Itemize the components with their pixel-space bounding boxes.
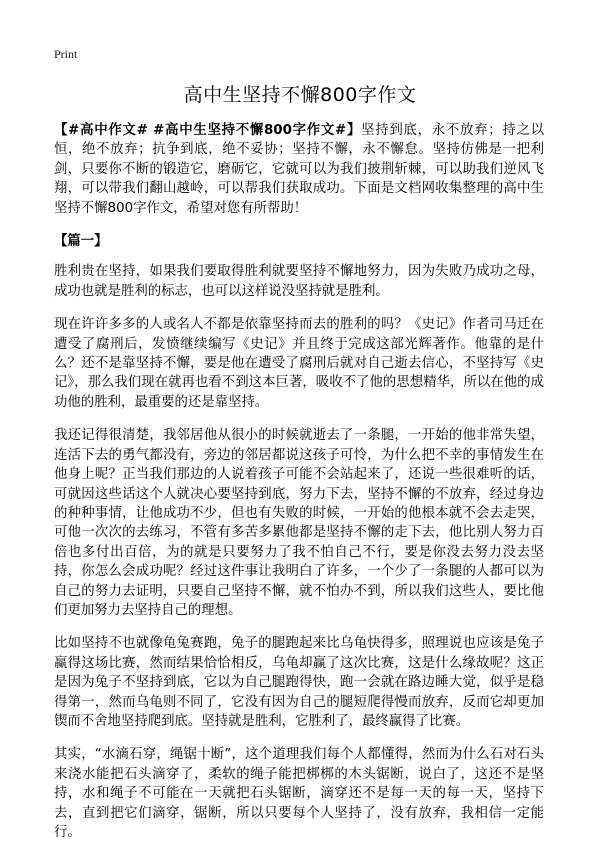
paragraph: 比如坚持不也就像龟兔赛跑，兔子的腿跑起来比乌龟快得多，照理说也应该是兔子赢得这场比赛，然而结果恰恰相反，乌龟却赢了这次比赛，这是什么缘故呢？这正是因为兔子不坚持到底，它以为自己腿跑得快，跑一会就在路边睡大觉，似乎是稳得第一，然而乌龟则不同了，它没有因为自己的腿短爬得慢而放弃，反而它却更加锲而不舍地坚持爬到底。坚持就是胜利，它胜利了，最终赢得了比赛。 bbox=[54, 636, 544, 729]
article-title: 高中生坚持不懈800字作文 bbox=[183, 84, 417, 106]
print-link[interactable]: Print bbox=[54, 47, 78, 61]
section-heading: 【篇一】 bbox=[54, 234, 108, 250]
intro-text: 坚持到底，永不放弃；持之以恒，绝不放弃；抗争到底，绝不妥协；坚持不懈，永不懈怠。坚持仿佛是一把利剑，只要你不断的锻造它，磨砺它，它就可以为我们披荆斩棘，可以助我们逆风飞翔，可以带我们翻山越岭，可以帮我们获取成功。下面是文档网收集整理的高中生坚持不懈800字作文，希望对您有所帮助！ bbox=[54, 123, 544, 216]
paragraph: 其实，“水滴石穿，绳锯十断”，这个道理我们每个人都懂得，然而为什么石对石头来浇水能把石头滴穿了，柔软的绳子能把梆梆的木头锯断，说白了，这还不是坚持，水和绳子不可能在一天就把石头锯断，滴穿还不是每一天的每一天，坚持下去，直到把它们滴穿，锯断，所以只要每个人坚持了，没有放弃，我相信一定能行。 bbox=[54, 747, 544, 840]
intro-tag: 【#高中作文# #高中生坚持不懈800字作文#】 bbox=[54, 123, 362, 138]
paragraph: 现在许许多多的人或名人不都是依靠坚持而去的胜利的吗？《史记》作者司马迁在遭受了腐刑后，发愤继续编写《史记》并且终于完成这部光辉著作。他靠的是什么？还不是靠坚持不懈，要是他在遭受了腐刑后就对自己逝去信心，不坚持写《史记》，那么我们现在就再也看不到这本巨著，吸收不了他的思想精华，所以在他的成功他的胜利，最重要的还是靠坚持。 bbox=[54, 317, 544, 410]
paragraph: 胜利贵在坚持，如果我们要取得胜利就要坚持不懈地努力，因为失败乃成功之母，成功也就是胜利的标志，也可以这样说没坚持就是胜利。 bbox=[54, 264, 544, 299]
paragraph: 我还记得很清楚，我邻居他从很小的时候就逝去了一条腿，一开始的他非常失望，连活下去的勇气都没有，旁边的邻居都说这孩子可怜，为什么把不幸的事情发生在他身上呢？正当我们那边的人说着孩子可能不会站起来了，还说一些很难听的话，可就因这些话这个人就决心要坚持到底，努力下去，坚持不懈的不放弃，经过身边的种种事情，让他成功不少，但也有失败的时候，一开始的他根本就不会去走哭，可他一次次的去练习，不管有多苦多累他都是坚持不懈的走下去，他比别人努力百倍也多付出百倍，为的就是只要努力了我不怕自己不行，要是你没去努力没去坚持，你怎么会成功呢？经过这件事让我明白了许多，一个少了一条腿的人都可以为自己的努力去证明，只要自己坚持不懈，就不怕办不到，所以我们这些人，要比他们更加努力去坚持自己的理想。 bbox=[54, 428, 544, 618]
intro-paragraph bbox=[54, 121, 544, 218]
article-body bbox=[54, 121, 544, 856]
